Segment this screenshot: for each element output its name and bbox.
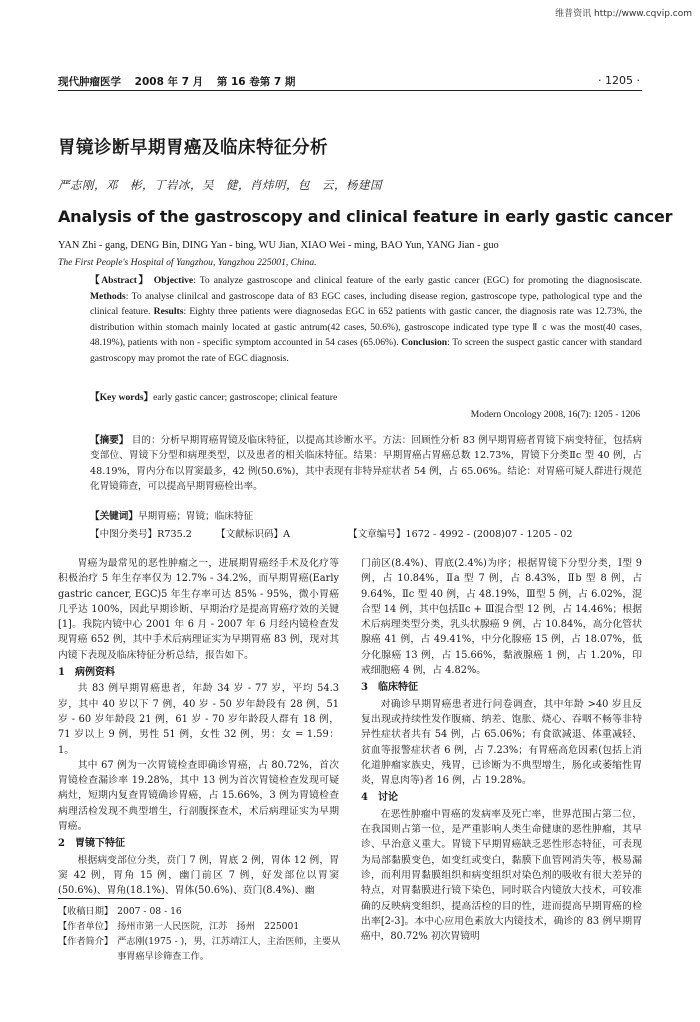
journal-name: 现代肿瘤医学 [58, 76, 121, 88]
watermark: 维普资讯 http://www.cqvip.com [555, 9, 692, 19]
authors-english: YAN Zhi - gang, DENG Bin, DING Yan - bing, WU Jian, XIAO Wei - ming, BAO Yun, YANG Jian - guo [58, 240, 499, 251]
clc-number: 【中图分类号】R735.2 [90, 529, 192, 540]
footnote-received: 【收稿日期】 2007 - 08 - 16 [58, 906, 182, 917]
keywords-cn-text: 早期胃癌；胃镜；临床特征 [137, 511, 254, 522]
objective-label: Objective [153, 275, 194, 286]
paragraph: 对确诊早期胃癌患者进行问卷调查，其中年龄 >40 岁且反复出现或持续性发作腹痛、纳差、饱胀、烧心、吞咽不畅等非特异性症状者共有 54 例，占 65.06%；有食欲减退、体重减轻、贫血等报警症状者 6 例，占 7.23%；有胃癌高危因素(包括上消化道肿瘤家族史，残胃，已诊断为不典型增生，肠化或萎缩性胃炎，胃息肉等)者 16 例，占 19.28%。 [361, 698, 642, 787]
body-column-right [361, 556, 642, 944]
section-heading: 4 讨论 [361, 792, 398, 804]
keywords-chinese [90, 508, 253, 522]
section-heading: 2 胃镜下特征 [58, 838, 125, 850]
issue-date: 2008 年 7 月 [134, 76, 204, 88]
article-number: 【文章编号】1672 - 4992 - (2008)07 - 1205 - 02 [348, 529, 573, 540]
abstract-label: 【Abstract】 [90, 275, 150, 286]
methods-label: Methods [90, 290, 126, 302]
conclusion-label: Conclusion [401, 337, 448, 349]
abstract-english [90, 273, 642, 367]
abstract-cn-body: 目的：分析早期胃癌胃镜及临床特征，以提高其诊断水平。方法：回顾性分析 83 例早期胃癌者胃镜下病变特征，包括病变部位、胃镜下分型和病理类型，以及患者的相关临床特征。结果：早期胃癌占胃癌总数 12.73%，胃镜下分类Ⅱc 型 40 例，占 48.19%，胃内分布以胃窦最多，42 例(50.6%)，其中表现有非特异症状者 54 例，占 65.06%。结论：对胃癌可疑人群进行规范化胃镜筛查，可以提高早期胃癌检出率。 [90, 435, 642, 493]
title-chinese: 胃镜诊断早期胃癌及临床特征分析 [58, 138, 328, 158]
footnotes [58, 904, 348, 964]
running-head [58, 74, 305, 89]
footnote-divider [58, 898, 164, 899]
paragraph: 根据病变部位分类，贲门 7 例，胃底 2 例，胃体 12 例，胃窦 42 例，胃角 15 例，幽门前区 7 例，好发部位以胃窦(50.6%)、胃角(18.1%)、胃体(50.6%)、贲门(8.4%)、幽 [58, 854, 339, 897]
section-heading: 3 临床特征 [361, 682, 418, 694]
methods-text: : To analyse clinilcal and gastroscope data of 83 EGC cases, including disease region, gastroscope type, pathological type and the clinical feature. [90, 290, 642, 318]
volume-issue: 第 16 卷第 7 期 [216, 76, 296, 88]
body-column-left [58, 556, 339, 899]
keywords-cn-label: 【关键词】 [90, 511, 138, 522]
objective-text: : To analyze gastroscope and clinical feature of the early gastic cancer (EGC) for promoting the diagnosiscate. [193, 275, 642, 286]
title-english: Analysis of the gastroscopy and clinical feature in early gastic cancer [58, 207, 673, 226]
results-label: Results [153, 306, 184, 318]
affiliation-english: The First People's Hospital of Yangzhou, Yangzhou 225001, China. [58, 257, 317, 268]
authors-chinese: 严志刚，邓 彬，丁岩冰，吴 健，肖炜明，包 云，杨建国 [58, 178, 382, 192]
citation: Modern Oncology 2008, 16(7): 1205 - 1206 [470, 409, 640, 420]
keywords-english [90, 389, 642, 403]
paragraph: 门前区(8.4%)、胃底(2.4%)为序；根据胃镜下分型分类，Ⅰ型 9 例，占 10.84%，Ⅱa 型 7 例，占 8.43%，Ⅱb 型 8 例，占 9.64%，Ⅱc 型 40 例，占 48.19%，Ⅲ型 5 例，占 6.02%，混合型 14 例，其中包括Ⅱc + Ⅲ混合型 12 例，占 14.46%；根据术后病理类型分类，乳头状腺癌 9 例，占 10.84%，高分化管状腺癌 41 例，占 49.41%，中分化腺癌 15 例，占 18.07%，低分化腺癌 13 例，占 15.66%，黏液腺癌 1 例，占 1.20%，印戒细胞癌 4 例，占 4.82%。 [361, 558, 642, 677]
document-code: 【文献标识码】A [216, 529, 291, 540]
paragraph: 共 83 例早期胃癌患者，年龄 34 岁 - 77 岁，平均 54.3 岁，其中 40 岁以下 7 例，40 岁 - 50 岁年龄段有 28 例，51 岁 - 60 岁年龄段 21 例，61 岁 - 70 岁年龄段人群有 18 例，71 岁以上 9 例，男性 51 例，女性 32 例，男：女 = 1.59：1。 [58, 683, 339, 756]
paragraph: 其中 67 例为一次胃镜检查即确诊胃癌，占 80.72%，首次胃镜检查漏诊率 19.28%，其中 13 例为首次胃镜检查发现可疑病灶，短期内复查胃镜确诊胃癌，占 15.66%，3 例为胃镜检查病理活检发现不典型增生，行剖腹探查术，术后病理证实为早期胃癌。 [58, 759, 339, 833]
footnote-author-bio: 【作者简介】 严志刚(1975 - )，男，江苏靖江人，主治医师，主要从事胃癌早诊筛查工作。 [58, 936, 341, 962]
keywords-en-label: 【Key words】 [90, 392, 154, 403]
conclusion-text: : To screen the suspect gastic cancer with standard gastroscopy may promot the rate of EGC diagnosis. [90, 337, 642, 364]
page-number: · 1205 · [598, 74, 640, 87]
section-heading: 1 病例资料 [58, 667, 115, 679]
header-divider [58, 90, 642, 91]
footnote-affiliation: 【作者单位】 扬州市第一人民医院，江苏 扬州 225001 [58, 921, 300, 932]
abstract-cn-label: 【摘要】 [90, 435, 129, 446]
intro-paragraph: 胃癌为最常见的恶性肿瘤之一，进展期胃癌经手术及化疗等积极治疗 5 年生存率仅为 12.7% - 34.2%，而早期胃癌(Early gastric cancer, EGC)5 年生存率可达 85% - 95%，微小胃癌几乎达 100%，因此早期诊断、早期治疗是提高胃癌疗效的关键[1]。我院内镜中心 2001 年 6 月 - 2007 年 6 月经内镜检查发现胃癌 652 例，其中手术后病理证实为早期胃癌 83 例，现对其内镜下表现及临床特征分析总结，报告如下。 [58, 558, 339, 661]
results-text: : Eighty three patients were diagnosedas EGC in 652 patients with gastic cancer, the diagnosis rate was 12.73%, the distribution within stomach mainly located at gastic antrum(42 cases, 50.6%), gastroscope indicated type type Ⅱ c was the most(40 cases, 48.19%), patients with non - specific symptom accounted in 54 cases (65.06%). [90, 306, 642, 349]
abstract-chinese [90, 433, 642, 495]
keywords-en-text: early gastic cancer; gastroscope; clinical feature [153, 392, 338, 403]
paragraph: 在恶性肿瘤中胃癌的发病率及死亡率，世界范围占第二位，在我国则占第一位，是严重影响人类生命健康的恶性肿瘤，其早诊、早治意义重大。胃镜下早期胃癌缺乏恶性形态特征，可表现为局部黏膜变色，如变红或变白，黏膜下血管网消失等，极易漏诊，而利用胃黏膜组织和病变组织对染色剂的吸收有很大差异的特点，对胃黏膜进行镜下染色，同时联合内镜放大技术，可较准确的反映病变组织，提高活检的目的性，进而提高早期胃癌的检出率[2-3]。本中心应用色素放大内镜技术，确诊的 83 例早期胃癌中，80.72% 初次胃镜明 [361, 808, 642, 943]
